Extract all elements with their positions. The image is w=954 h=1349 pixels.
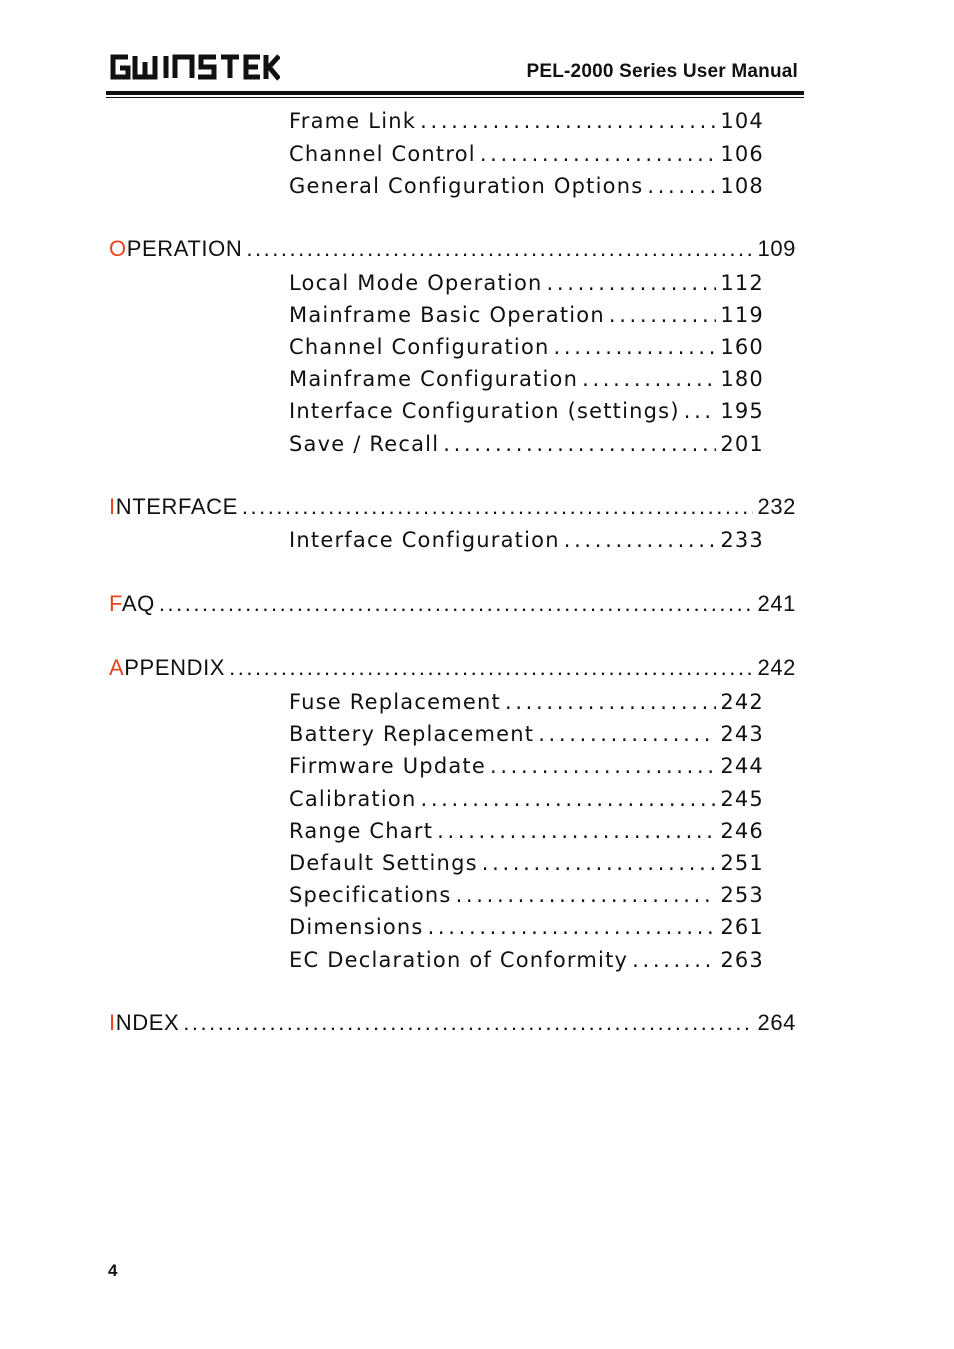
toc-chapter-page: 242 xyxy=(757,655,796,680)
toc-entry-label: Local Mode Operation xyxy=(289,271,543,295)
toc-entry-specifications[interactable] xyxy=(289,883,764,907)
toc-entry-page: 242 xyxy=(720,690,764,714)
toc-entry-label: Channel Configuration xyxy=(289,335,550,359)
dot-leader xyxy=(647,174,716,198)
dot-leader xyxy=(229,655,753,681)
dot-leader xyxy=(490,754,716,778)
toc-entry-page: 263 xyxy=(720,948,764,972)
dot-leader xyxy=(183,1010,753,1036)
toc-entry-save-recall[interactable] xyxy=(289,432,764,456)
toc-chapter-page: 232 xyxy=(757,494,796,519)
toc-entry-calibration[interactable] xyxy=(289,787,764,811)
chapter-initial: I xyxy=(109,494,116,519)
manual-title: PEL-2000 Series User Manual xyxy=(526,61,798,82)
dot-leader xyxy=(420,109,716,133)
toc-entry-page: 244 xyxy=(720,754,764,778)
toc-entry-label: General Configuration Options xyxy=(289,174,644,198)
dot-leader xyxy=(246,236,753,262)
dot-leader xyxy=(482,851,717,875)
chapter-initial: I xyxy=(109,1010,116,1035)
chapter-title-rest: PERATION xyxy=(126,236,243,261)
toc-chapter-index[interactable] xyxy=(109,1010,796,1036)
toc-entry-mainframe-configuration[interactable] xyxy=(289,367,764,391)
toc-chapter-operation[interactable] xyxy=(109,236,796,262)
gw-instek-logo xyxy=(108,52,280,84)
dot-leader xyxy=(547,271,717,295)
toc-entry-label: EC Declaration of Conformity xyxy=(289,948,629,972)
toc-chapter-label xyxy=(109,591,159,617)
dot-leader xyxy=(554,335,717,359)
dot-leader xyxy=(632,948,716,972)
toc-entry-label: Specifications xyxy=(289,883,452,907)
toc-entry-channel-configuration[interactable] xyxy=(289,335,764,359)
header-rule-thick xyxy=(106,91,804,95)
toc-entry-default-settings[interactable] xyxy=(289,851,764,875)
toc-entry-mainframe-basic-operation[interactable] xyxy=(289,303,764,327)
dot-leader xyxy=(505,690,716,714)
toc-entry-page: 246 xyxy=(720,819,764,843)
toc-chapter-page: 241 xyxy=(757,591,796,616)
toc-entry-page: 261 xyxy=(720,915,764,939)
toc-entry-page: 245 xyxy=(720,787,764,811)
toc-entry-label: Range Chart xyxy=(289,819,434,843)
dot-leader xyxy=(582,367,716,391)
toc-entry-label: Save / Recall xyxy=(289,432,440,456)
toc-entry-page: 243 xyxy=(720,722,764,746)
toc-chapter-faq[interactable] xyxy=(109,591,796,617)
toc-entry-frame-link[interactable] xyxy=(289,109,764,133)
toc-entry-range-chart[interactable] xyxy=(289,819,764,843)
header-rule-thin xyxy=(106,97,804,98)
page-header xyxy=(106,52,804,100)
toc-entry-label: Dimensions xyxy=(289,915,424,939)
dot-leader xyxy=(428,915,717,939)
toc-entry-page: 160 xyxy=(720,335,764,359)
toc-entry-page: 106 xyxy=(720,142,764,166)
toc-entry-interface-configuration[interactable] xyxy=(289,528,764,552)
chapter-title-rest: PPENDIX xyxy=(124,655,226,680)
chapter-initial: F xyxy=(109,591,122,616)
toc-entry-dimensions[interactable] xyxy=(289,915,764,939)
toc-chapter-label xyxy=(109,494,242,520)
dot-leader xyxy=(242,494,754,520)
toc-entry-label: Mainframe Basic Operation xyxy=(289,303,605,327)
toc-chapter-page: 109 xyxy=(757,236,796,261)
toc-chapter-appendix[interactable] xyxy=(109,655,796,681)
chapter-title-rest: AQ xyxy=(121,591,155,616)
dot-leader xyxy=(564,528,717,552)
dot-leader xyxy=(159,591,754,617)
toc-entry-fuse-replacement[interactable] xyxy=(289,690,764,714)
toc-entry-label: Channel Control xyxy=(289,142,476,166)
toc-entry-page: 253 xyxy=(720,883,764,907)
gw-instek-logo-icon xyxy=(108,52,280,82)
toc-chapter-label xyxy=(109,655,229,681)
chapter-title-rest: NDEX xyxy=(115,1010,180,1035)
toc-entry-label: Default Settings xyxy=(289,851,478,875)
toc-entry-page: 251 xyxy=(720,851,764,875)
toc-entry-page: 195 xyxy=(720,399,764,423)
toc-entry-label: Firmware Update xyxy=(289,754,486,778)
toc-entry-page: 180 xyxy=(720,367,764,391)
chapter-initial: A xyxy=(109,655,125,680)
toc-entry-interface-configuration-settings[interactable] xyxy=(289,399,764,423)
chapter-title-rest: NTERFACE xyxy=(115,494,238,519)
dot-leader xyxy=(443,432,716,456)
toc-entry-firmware-update[interactable] xyxy=(289,754,764,778)
dot-leader xyxy=(480,142,717,166)
toc-entry-local-mode-operation[interactable] xyxy=(289,271,764,295)
toc-entry-label: Interface Configuration xyxy=(289,528,560,552)
toc-chapter-interface[interactable] xyxy=(109,494,796,520)
toc-entry-general-configuration-options[interactable] xyxy=(289,174,764,198)
dot-leader xyxy=(538,722,716,746)
dot-leader xyxy=(456,883,717,907)
toc-entry-page: 108 xyxy=(720,174,764,198)
toc-entry-page: 104 xyxy=(720,109,764,133)
toc-chapter-page: 264 xyxy=(757,1010,796,1035)
toc-entry-page: 201 xyxy=(720,432,764,456)
page-number: 4 xyxy=(108,1261,118,1280)
toc-entry-battery-replacement[interactable] xyxy=(289,722,764,746)
toc-entry-page: 233 xyxy=(720,528,764,552)
chapter-initial: O xyxy=(109,236,127,261)
toc-entry-channel-control[interactable] xyxy=(289,142,764,166)
toc-entry-label: Frame Link xyxy=(289,109,417,133)
dot-leader xyxy=(437,819,716,843)
toc-entry-label: Fuse Replacement xyxy=(289,690,501,714)
toc-entry-ec-declaration-of-conformity[interactable] xyxy=(289,948,764,972)
toc-entry-label: Interface Configuration (settings) xyxy=(289,399,680,423)
toc-entry-page: 119 xyxy=(720,303,764,327)
toc-entry-label: Battery Replacement xyxy=(289,722,535,746)
toc-entry-page: 112 xyxy=(720,271,764,295)
dot-leader xyxy=(684,399,717,423)
toc-chapter-label xyxy=(109,236,246,262)
dot-leader xyxy=(420,787,716,811)
dot-leader xyxy=(609,303,716,327)
toc-entry-label: Calibration xyxy=(289,787,417,811)
toc-entry-label: Mainframe Configuration xyxy=(289,367,579,391)
toc-chapter-label xyxy=(109,1010,183,1036)
